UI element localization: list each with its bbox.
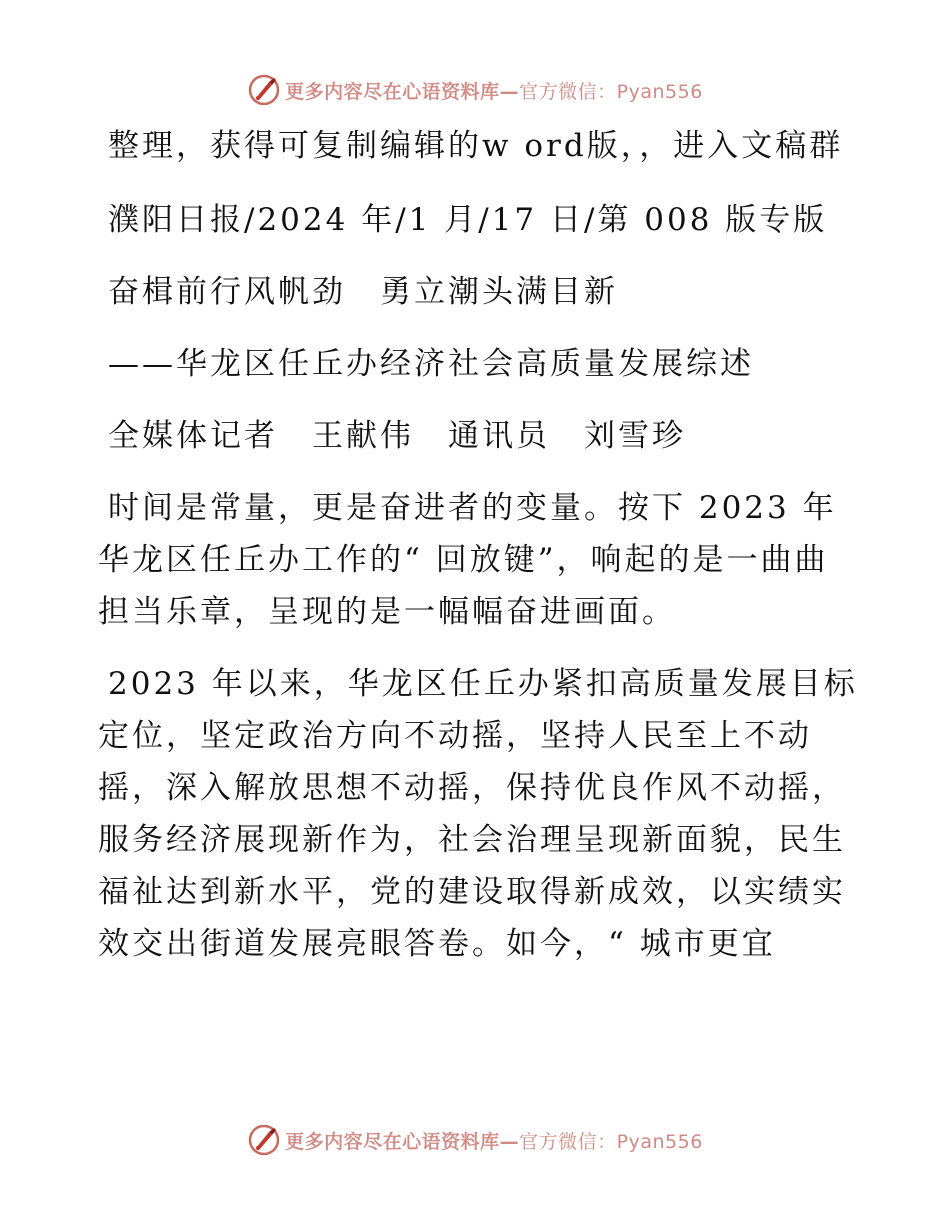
watermark-banner-bottom	[0, 1120, 950, 1160]
byline: 全媒体记者 王献伟 通讯员 刘雪珍	[108, 418, 686, 454]
article-title: 奋楫前行风帆劲 勇立潮头满目新	[108, 274, 618, 310]
document-body	[98, 120, 858, 970]
watermark-text: 更多内容尽在心语资料库—官方微信：Pyan556	[285, 80, 703, 103]
intro-line: 整理，获得可复制编辑的w ord版，，进入文稿群	[108, 128, 844, 164]
quill-pen-icon	[247, 1123, 281, 1157]
watermark-banner-top	[0, 70, 950, 110]
source-line: 濮阳日报/2024 年/1 月/17 日/第 008 版专版	[108, 202, 828, 238]
body-paragraph: 2023 年以来，华龙区任丘办紧扣高质量发展目标定位，坚定政治方向不动摇，坚持人民至上不动摇，深入解放思想不动摇，保持优良作风不动摇，服务经济展现新作为，社会治理呈现新面貌，民生福祉达到新水平，党的建设取得新成效，以实绩实效交出街道发展亮眼答卷。如今，“ 城市更宜	[98, 666, 858, 962]
body-paragraph: 时间是常量，更是奋进者的变量。按下 2023 年华龙区任丘办工作的“ 回放键”，响起的是一曲曲担当乐章，呈现的是一幅幅奋进画面。	[98, 490, 837, 630]
article-subtitle: ——华龙区任丘办经济社会高质量发展综述	[108, 346, 754, 382]
quill-pen-icon	[247, 73, 281, 107]
watermark-text: 更多内容尽在心语资料库—官方微信：Pyan556	[285, 1130, 703, 1153]
